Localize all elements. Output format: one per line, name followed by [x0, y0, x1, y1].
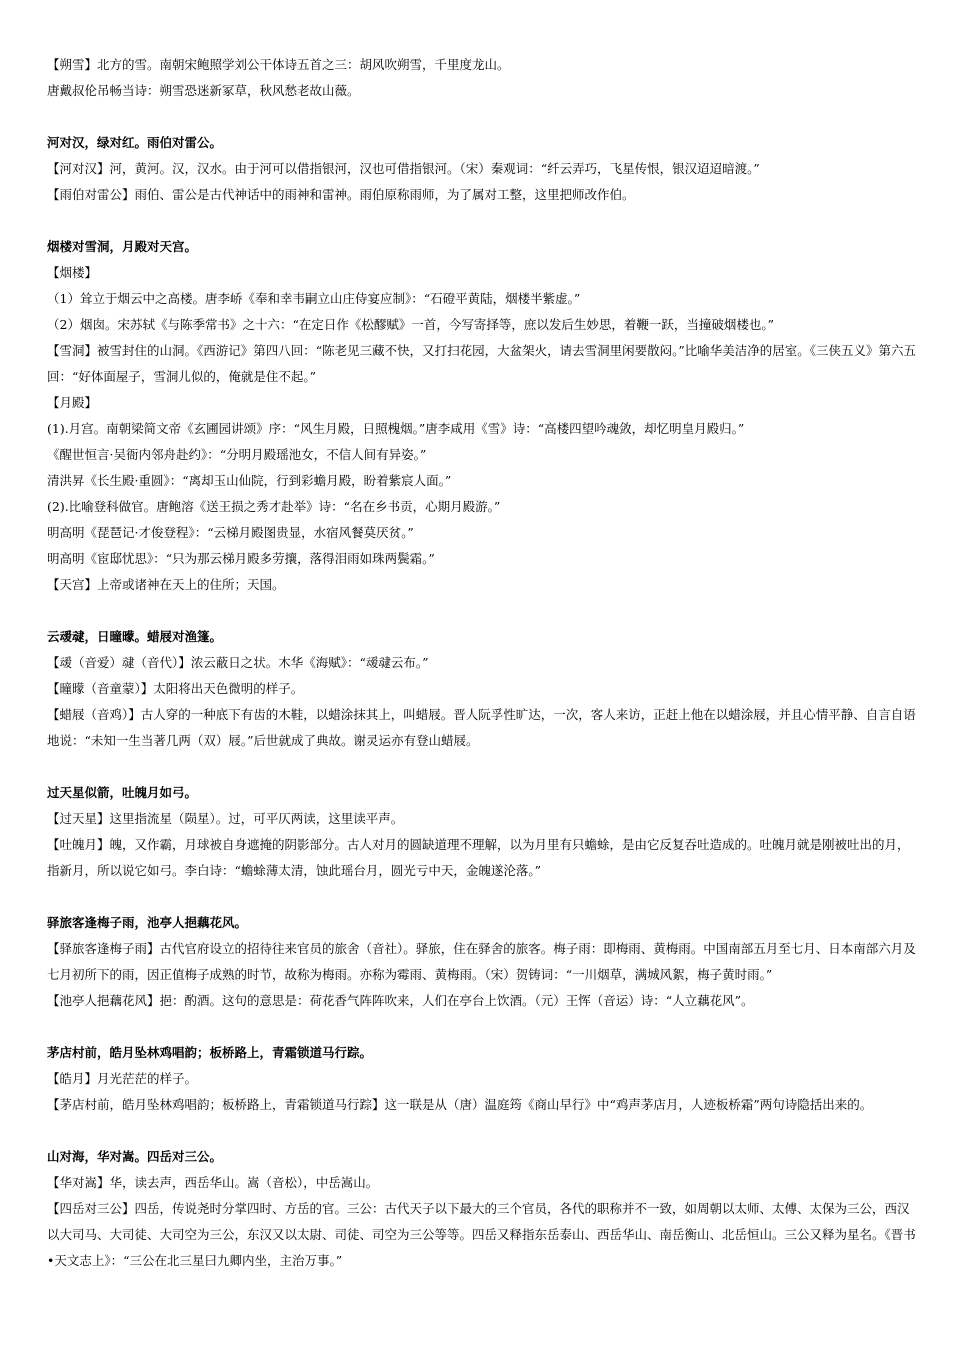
text-line: 【蜡屐（音鸡）】古人穿的一种底下有齿的木鞋，以蜡涂抹其上，叫蜡屐。晋人阮孚性旷达，一次，客人来访，正赶上他在以蜡涂屐，并且心情平静、自言自语地说：“未知一生当著几两（双）屐。”后世就成了典故。谢灵运亦有登山蜡屐。: [47, 707, 916, 748]
section-heading: 过天星似箭，吐魄月如弓。: [47, 785, 198, 800]
text-line: 【皓月】月光茫茫的样子。: [47, 1071, 198, 1086]
section-heading: 山对海，华对嵩。四岳对三公。: [47, 1149, 223, 1164]
text-line: 唐戴叔伦吊畅当诗：朔雪恐迷新冢草，秋风愁老故山薇。: [47, 83, 360, 98]
section-yun-aidai: [47, 624, 919, 754]
text-line: 【池亭人挹藕花风】挹：酌酒。这句的意思是：荷花香气阵阵吹来，人们在亭台上饮酒。（元）王恽（音运）诗：“人立藕花风”。: [47, 993, 754, 1008]
text-line: 【天宫】上帝或诸神在天上的住所；天国。: [47, 577, 285, 592]
section-heading: 驿旅客逢梅子雨，池亭人挹藕花风。: [47, 915, 248, 930]
section-guotianxing: [47, 780, 919, 884]
text-line: 《醒世恒言·吴衙内邻舟赴约》：“分明月殿瑶池女，不信人间有异姿。”: [47, 447, 427, 462]
section-heading: 云叆叇，日曈曚。蜡屐对渔篷。: [47, 629, 223, 644]
text-line: 【朔雪】北方的雪。南朝宋鲍照学刘公干体诗五首之三：胡风吹朔雪，千里度龙山。: [47, 57, 510, 72]
text-line: （2）烟囱。宋苏轼《与陈季常书》之十六：“在定日作《松醪赋》一首，今写寄择等，庶以发后生妙思，着鞭一跃，当撞破烟楼也。”: [47, 317, 774, 332]
text-line: 【月殿】: [47, 395, 98, 410]
section-heading: 河对汉，绿对红。雨伯对雷公。: [47, 135, 223, 150]
text-line: 【曈曚（音童蒙）】太阳将出天色微明的样子。: [47, 681, 304, 696]
text-line: 【吐魄月】魄，又作霸，月球被自身遮掩的阴影部分。古人对月的圆缺道理不理解，以为月里有只蟾蜍，是由它反复吞吐造成的。吐魄月就是刚被吐出的月，指新月，所以说它如弓。李白诗：“蟾蜍薄太清，蚀此瑶台月，圆光亏中天，金魄遂沦落。”: [47, 837, 910, 878]
section-maodian-cunqian: [47, 1040, 919, 1118]
section-yanlou-dui-xuedong: [47, 234, 919, 598]
section-yilvke: [47, 910, 919, 1014]
section-shuoxue: [47, 52, 919, 104]
text-line: 【雪洞】被雪封住的山洞。《西游记》第四八回：“陈老见三藏不快，又打扫花园，大盆架火，请去雪洞里闲要散闷。”比喻华美洁净的居室。《三侠五义》第六五回：“好体面屋子，雪洞儿似的，俺就是住不起。”: [47, 343, 917, 384]
text-line: 【茅店村前，皓月坠林鸡唱韵；板桥路上，青霜锁道马行踪】这一联是从（唐）温庭筠《商山早行》中“鸡声茅店月，人迹板桥霜”两句诗隐括出来的。: [47, 1097, 873, 1112]
text-line: 【河对汉】河，黄河。汉，汉水。由于河可以借指银河，汉也可借指银河。（宋）秦观词：“纤云弄巧，飞星传恨，银汉迢迢暗渡。”: [47, 161, 760, 176]
text-line: 清洪昇《长生殿·重圆》：“离却玉山仙院，行到彩蟾月殿，盼着紫宸人面。”: [47, 473, 452, 488]
text-line: 【驿旅客逢梅子雨】古代官府设立的招待往来官员的旅舍（音社）。驿旅，住在驿舍的旅客。梅子雨：即梅雨、黄梅雨。中国南部五月至七月、日本南部六月及七月初所下的雨，因正值梅子成熟的时节，故称为梅雨。亦称为霉雨、黄梅雨。（宋）贺铸词：“一川烟草，满城风絮，梅子黄时雨。”: [47, 941, 916, 982]
text-line: 【过天星】这里指流星（陨星）。过，可平仄两读，这里读平声。: [47, 811, 404, 826]
section-shan-dui-hai: [47, 1144, 919, 1274]
text-line: 【叆（音爱）叇（音代）】浓云蔽日之状。木华《海赋》：“叆叇云布。”: [47, 655, 429, 670]
text-line: (1).月宫。南朝梁简文帝《玄圃园讲颂》序：“风生月殿，日照槐烟。”唐李咸用《雪》诗：“高楼四望吟魂敛，却忆明皇月殿归。”: [47, 421, 745, 436]
text-line: 【四岳对三公】四岳，传说尧时分掌四时、方岳的官。三公：古代天子以下最大的三个官员，各代的职称并不一致，如周朝以太师、太傅、太保为三公，西汉以大司马、大司徒、大司空为三公，东汉又以太尉、司徒、司空为三公等等。四岳又释指东岳泰山、西岳华山、南岳衡山、北岳恒山。三公又释为星名。《晋书•天文志上》：“三公在北三星曰九卿内坐，主治万事。”: [47, 1201, 916, 1268]
text-line: 明高明《琵琶记·才俊登程》：“云梯月殿图贵显，水宿风餐莫厌贫。”: [47, 525, 414, 540]
text-line: 明高明《宦邸忧思》：“只为那云梯月殿多劳攘，落得泪雨如珠两鬓霜。”: [47, 551, 435, 566]
text-line: 【华对嵩】华，读去声，西岳华山。嵩（音松），中岳嵩山。: [47, 1175, 379, 1190]
text-line: (2).比喻登科做官。唐鲍溶《送王损之秀才赴举》诗：“名在乡书贡，心期月殿游。”: [47, 499, 501, 514]
text-line: （1）耸立于烟云中之高楼。唐李峤《奉和幸韦嗣立山庄侍宴应制》：“石磴平黄陆，烟楼半紫虚。”: [47, 291, 581, 306]
text-line: 【雨伯对雷公】雨伯、雷公是古代神话中的雨神和雷神。雨伯原称雨师，为了属对工整，这里把师改作伯。: [47, 187, 635, 202]
section-he-dui-han: [47, 130, 919, 208]
text-line: 【烟楼】: [47, 265, 98, 280]
section-heading: 烟楼对雪洞，月殿对天宫。: [47, 239, 198, 254]
section-heading: 茅店村前，皓月坠林鸡唱韵；板桥路上，青霜锁道马行踪。: [47, 1045, 373, 1060]
